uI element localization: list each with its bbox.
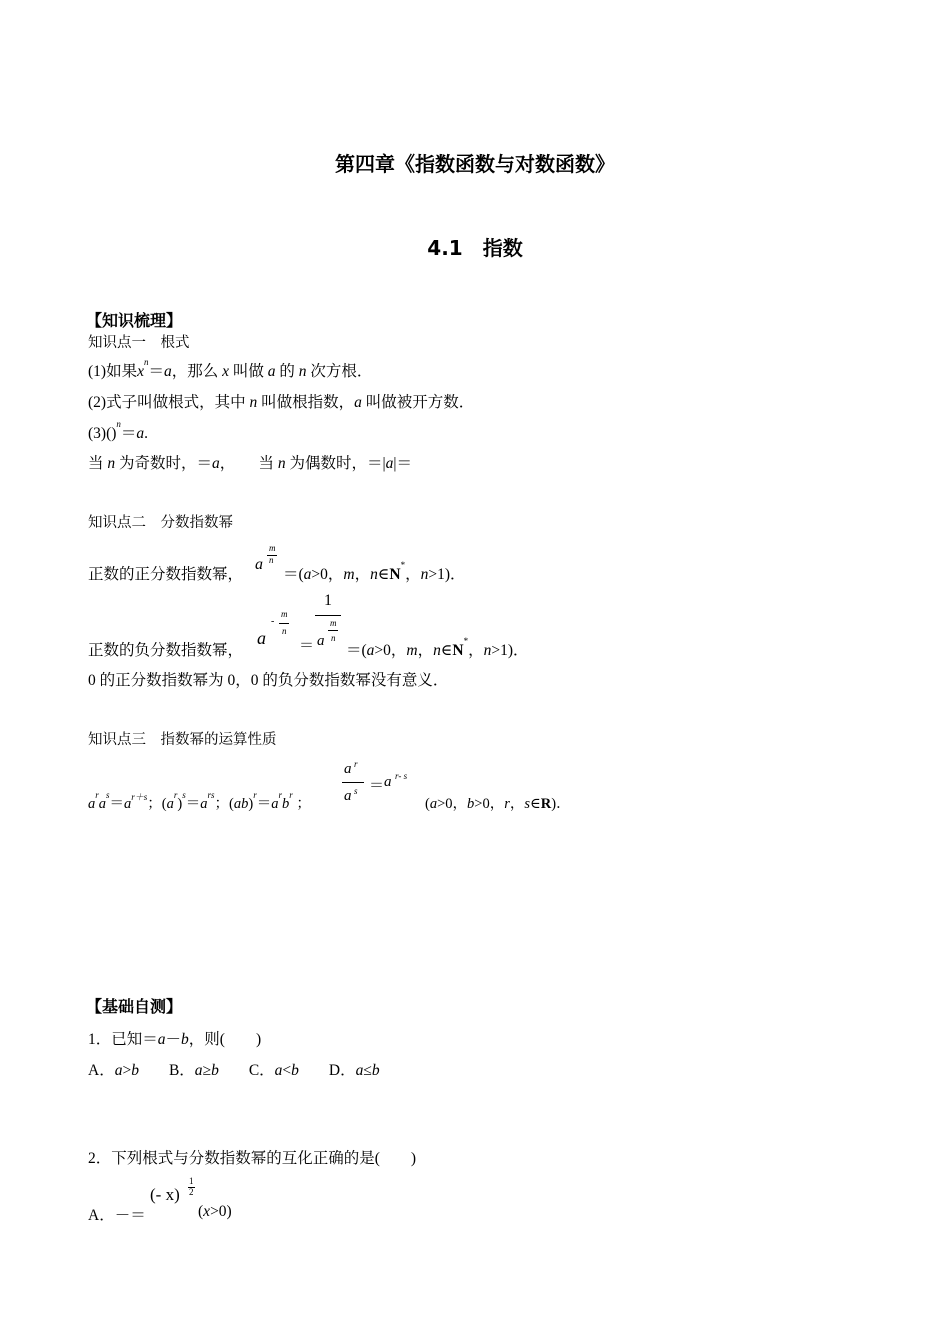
q1-option-b[interactable]: B．a≥b <box>168 1062 219 1079</box>
q1-option-c[interactable]: C．a<b <box>248 1062 299 1079</box>
kp1-title: 知识点一 根式 <box>88 335 190 351</box>
q2-stem: 2．下列根式与分数指数幂的互化正确的是( ) <box>88 1150 417 1167</box>
q2-option-a-cond: (x>0) <box>198 1203 232 1220</box>
q1-options <box>88 1058 380 1080</box>
kp3-rules: $a^ra^s=a^{r+s}$；$(a^r)^s=a^{rs}$；$(ab)^r=a^rb^r$ ； <box>88 790 311 812</box>
q1-stem: 1．已知＝a－b，则( ) <box>88 1031 262 1048</box>
q1-option-a[interactable]: A．a>b <box>88 1062 139 1079</box>
kp3-title: 知识点三 指数幂的运算性质 <box>88 732 277 748</box>
q2-option-a[interactable]: A．－＝ <box>88 1207 146 1224</box>
kp1-line1: (1)如果$x^n=a$，那么 x 叫做 a 的 n 次方根． <box>88 357 373 380</box>
q1-option-d[interactable]: D．a≤b <box>328 1062 380 1079</box>
section-title: 4.1 指数 <box>427 236 523 260</box>
neg-power-expr: a - m n ＝ 1 a m n <box>255 592 355 658</box>
kp1-line3: (3)()$^n$＝a. <box>88 419 149 442</box>
kp2-title: 知识点二 分数指数幂 <box>88 515 233 531</box>
self-test-heading: 【基础自测】 <box>86 997 183 1016</box>
kp1-line2: (2)式子叫做根式，其中 n 叫做根指数，a 叫做被开方数． <box>88 394 475 411</box>
pos-power-expr: a m n <box>255 543 276 573</box>
kp3-cond: (a>0，b>0，r，s∈R)． <box>425 796 571 812</box>
kp2-pos-label: 正数的正分数指数幂， <box>88 566 244 583</box>
kp2-neg-label: 正数的负分数指数幂， <box>88 642 244 659</box>
kp2-neg-cond: ＝(a>0，m，n∈N*，n>1)． <box>346 636 529 659</box>
kp2-zero-line: 0 的正分数指数幂为 0，0 的负分数指数幂没有意义． <box>88 672 449 689</box>
chapter-title: 第四章《指数函数与对数函数》 <box>335 152 615 176</box>
quotient-rule-expr: a r a s ＝ a r- s <box>344 759 408 804</box>
kp2-pos-cond: ＝(a>0，m，n∈N*，n>1)． <box>283 560 466 583</box>
q2-option-a-power: (- x) 1 2 <box>150 1176 194 1204</box>
kp1-line4: 当 n 为奇数时，＝a， 当 n 为偶数时，＝|a|＝ <box>88 455 413 472</box>
knowledge-heading: 【知识梳理】 <box>86 311 183 330</box>
